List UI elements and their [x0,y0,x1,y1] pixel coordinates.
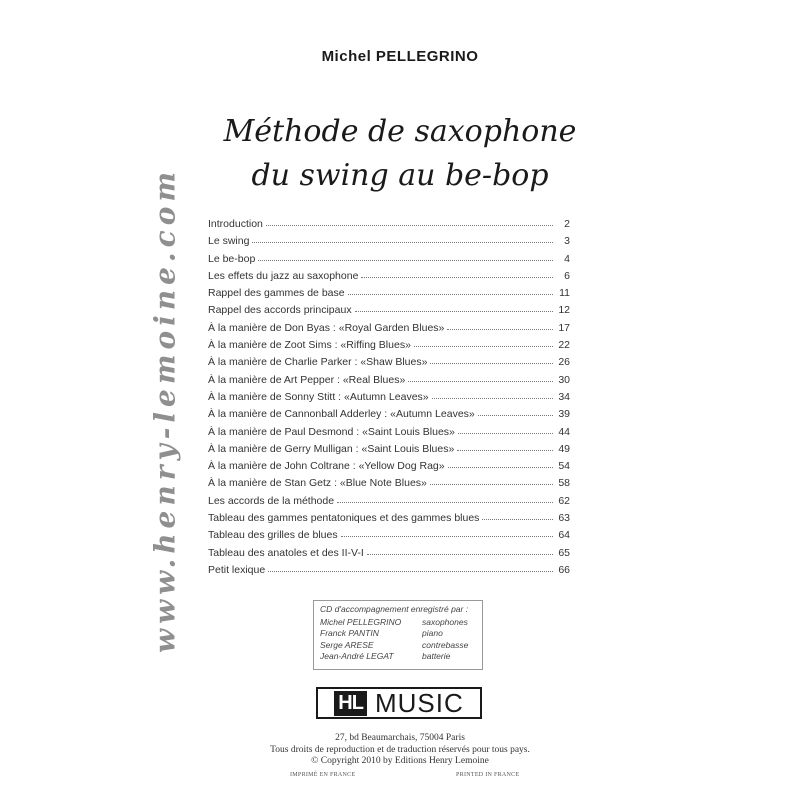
table-of-contents [208,216,570,579]
toc-entry [208,320,570,337]
toc-entry-page: 66 [558,563,570,576]
toc-entry [208,268,570,285]
toc-entry-page: 11 [559,287,570,300]
toc-entry-label: Tableau des gammes pentatoniques et des gammes blues [208,512,480,525]
toc-entry-label: Petit lexique [208,563,266,576]
publisher-address: 27, bd Beaumarchais, 75004 Paris [335,733,465,743]
toc-entry [208,562,570,579]
toc-leader-dots [252,232,553,243]
toc-entry [208,251,570,268]
toc-leader-dots [348,284,553,295]
toc-entry-label: À la manière de John Coltrane : «Yellow Dog Rag» [208,460,445,473]
musician-name: Michel PELLEGRINO [320,616,402,627]
toc-leader-dots [458,423,553,434]
author-name: Michel PELLEGRINO [321,48,479,65]
book-title [200,110,600,198]
toc-entry [208,458,570,475]
toc-entry-page: 64 [558,529,570,542]
toc-entry-label: Les effets du jazz au saxophone [208,269,359,282]
toc-entry [208,493,570,510]
toc-leader-dots [361,267,553,278]
toc-entry-page: 44 [558,425,570,438]
toc-entry-label: À la manière de Cannonball Adderley : «Autumn Leaves» [208,408,475,421]
cd-credits-title: CD d'accompagnement enregistré par : [320,604,469,614]
toc-leader-dots [355,301,553,312]
rights-notice: Tous droits de reproduction et de traduction réservés pour tous pays. [270,744,530,755]
toc-entry [208,216,570,233]
printed-in-france-fr: IMPRIMÉ EN FRANCE [290,772,356,778]
logo-mark: HL [334,691,367,716]
musician-name: Serge ARESE [320,639,374,650]
toc-entry [208,510,570,527]
toc-entry-label: Le be-bop [208,252,256,265]
toc-entry-label: Rappel des gammes de base [208,287,345,300]
cd-credits-box [313,600,483,670]
toc-entry-page: 49 [558,442,570,455]
toc-entry-label: À la manière de Gerry Mulligan : «Saint Louis Blues» [208,442,455,455]
toc-entry [208,441,570,458]
watermark-url: www.henry-lemoine.com [148,166,182,654]
toc-entry-label: Rappel des accords principaux [208,304,352,317]
hl-music-logo [316,687,482,719]
toc-entry [208,233,570,250]
toc-entry-label: À la manière de Art Pepper : «Real Blues» [208,373,406,386]
cd-credit-row [320,651,476,663]
toc-entry [208,389,570,406]
toc-entry [208,475,570,492]
toc-leader-dots [408,371,553,382]
toc-entry-page: 4 [564,252,570,265]
toc-entry-label: Les accords de la méthode [208,494,335,507]
toc-entry [208,372,570,389]
title-line-2: du swing au be-bop [251,158,549,193]
toc-leader-dots [478,405,553,416]
logo-word: MUSIC [374,687,464,718]
toc-entry [208,337,570,354]
musician-name: Jean-André LEGAT [320,651,394,661]
cd-credit-row [320,640,476,652]
toc-leader-dots [367,544,553,555]
toc-entry-page: 22 [558,339,570,352]
toc-entry-label: À la manière de Paul Desmond : «Saint Louis Blues» [208,425,455,438]
cd-credit-row [320,617,476,629]
toc-leader-dots [258,250,553,261]
toc-entry-label: Tableau des grilles de blues [208,529,338,542]
copyright-notice: © Copyright 2010 by Editions Henry Lemoine [311,756,489,766]
toc-leader-dots [457,440,553,451]
publisher-info [0,733,800,768]
toc-entry-page: 63 [558,512,570,525]
toc-entry-label: À la manière de Sonny Stitt : «Autumn Leaves» [208,390,429,403]
toc-entry-page: 26 [558,356,570,369]
toc-leader-dots [430,353,553,364]
toc-entry-label: À la manière de Zoot Sims : «Riffing Blues» [208,339,411,352]
toc-entry-label: Tableau des anatoles et des II-V-I [208,546,364,559]
toc-leader-dots [432,388,553,399]
toc-entry [208,406,570,423]
toc-entry [208,527,570,544]
toc-entry-page: 30 [558,373,570,386]
toc-entry-label: À la manière de Stan Getz : «Blue Note Blues» [208,477,427,490]
toc-leader-dots [266,215,553,226]
toc-entry-page: 34 [558,390,570,403]
title-line-1: Méthode de saxophone [223,114,577,149]
toc-entry-page: 3 [564,235,570,248]
musician-instrument: saxophones [422,616,468,627]
toc-entry [208,302,570,319]
musician-instrument: contrebasse [422,639,469,650]
cd-credit-row [320,628,476,640]
musician-instrument: batterie [422,651,451,661]
toc-entry-label: À la manière de Charlie Parker : «Shaw Blues» [208,356,428,369]
toc-entry-page: 65 [558,546,570,559]
toc-leader-dots [268,561,553,572]
toc-entry-page: 2 [564,218,570,230]
toc-leader-dots [430,474,553,485]
toc-entry-label: À la manière de Don Byas : «Royal Garden Blues» [208,321,445,334]
toc-entry [208,354,570,371]
toc-leader-dots [448,457,553,468]
toc-entry-page: 54 [558,460,570,473]
toc-entry-page: 58 [558,477,570,490]
toc-entry [208,285,570,302]
musician-instrument: piano [422,628,443,638]
toc-entry-page: 6 [564,269,570,282]
musician-name: Franck PANTIN [320,628,379,638]
toc-entry-page: 62 [558,494,570,507]
toc-entry-label: Le swing [208,235,250,248]
toc-leader-dots [447,319,553,330]
toc-entry-label: Introduction [208,218,263,230]
toc-leader-dots [337,492,553,503]
toc-leader-dots [482,509,553,520]
toc-entry-page: 12 [558,304,570,317]
printed-in-france-en: PRINTED IN FRANCE [456,772,520,778]
toc-leader-dots [341,526,553,537]
toc-entry [208,545,570,562]
toc-entry-page: 17 [558,321,570,334]
toc-entry [208,424,570,441]
toc-leader-dots [414,336,553,347]
toc-entry-page: 39 [558,408,570,421]
